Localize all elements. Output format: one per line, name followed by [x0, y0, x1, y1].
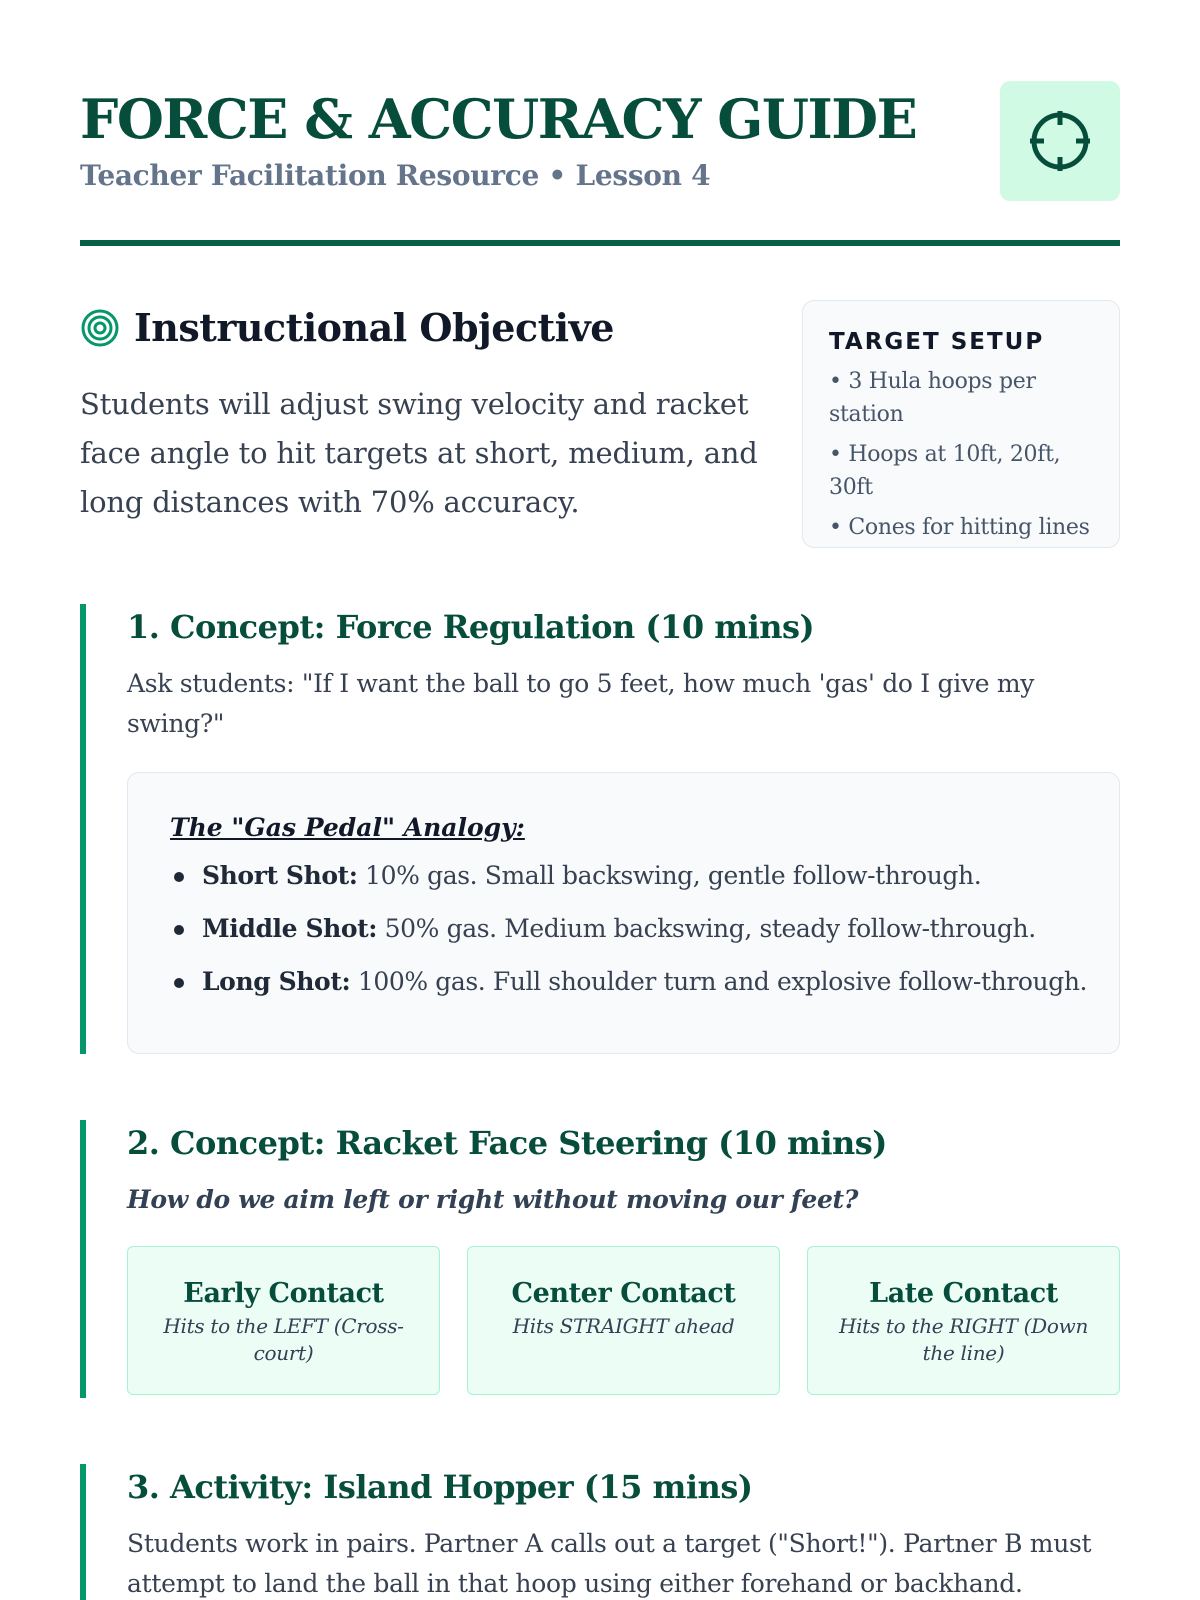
- bullet-text: 100% gas. Full shoulder turn and explosive follow-through.: [350, 967, 1088, 996]
- setup-item: • Cones for hitting lines: [829, 515, 1090, 540]
- target-setup-box: [802, 300, 1120, 548]
- bullet-icon: [174, 978, 184, 988]
- crosshair-icon: [1028, 109, 1092, 173]
- target-setup-heading: TARGET SETUP: [829, 329, 1045, 355]
- objective-title: Instructional Objective: [134, 305, 614, 350]
- card-title: Late Contact: [869, 1278, 1058, 1309]
- bullet-label: Long Shot:: [202, 967, 351, 996]
- card-early-contact: [127, 1246, 440, 1395]
- card-title: Center Contact: [511, 1278, 736, 1309]
- section-island-hopper: [80, 1464, 1120, 1600]
- bullet-label: Short Shot:: [202, 861, 358, 890]
- objective-text: Students will adjust swing velocity and racket face angle to hit targets at short, medium, and long distances with 70% accuracy.: [80, 387, 758, 519]
- crosshair-badge: [1000, 81, 1120, 201]
- bullet-label: Middle Shot:: [202, 914, 378, 943]
- target-icon: [80, 308, 120, 348]
- analogy-list: [170, 856, 1088, 1002]
- card-late-contact: [807, 1246, 1120, 1395]
- page-title: FORCE & ACCURACY GUIDE: [80, 87, 917, 151]
- section-lead: Ask students: "If I want the ball to go 5 feet, how much 'gas' do I give my swing?": [127, 669, 1035, 738]
- section-force-regulation: [80, 604, 1120, 1054]
- bullet-text: 50% gas. Medium backswing, steady follow-through.: [377, 914, 1036, 943]
- card-description: Hits to the RIGHT (Down the line): [838, 1314, 1089, 1365]
- page-subtitle: Teacher Facilitation Resource • Lesson 4: [80, 159, 711, 192]
- contact-cards: [127, 1246, 1120, 1395]
- setup-item: • 3 Hula hoops per station: [829, 369, 1036, 427]
- card-title: Early Contact: [183, 1278, 384, 1309]
- gas-pedal-analogy-box: [127, 772, 1120, 1054]
- setup-item: • Hoops at 10ft, 20ft, 30ft: [829, 442, 1061, 500]
- card-description: Hits STRAIGHT ahead: [512, 1314, 735, 1338]
- bullet-text: 10% gas. Small backswing, gentle follow-through.: [357, 861, 982, 890]
- card-center-contact: [467, 1246, 780, 1395]
- section-racket-face-steering: [80, 1120, 1120, 1398]
- header-divider: [80, 240, 1120, 246]
- section-lead: How do we aim left or right without moving our feet?: [127, 1185, 859, 1214]
- bullet-icon: [174, 872, 184, 882]
- card-description: Hits to the LEFT (Cross-court): [163, 1314, 404, 1365]
- bullet-icon: [174, 925, 184, 935]
- section-heading: 2. Concept: Racket Face Steering (10 mins): [127, 1124, 887, 1162]
- section-heading: 1. Concept: Force Regulation (10 mins): [127, 608, 815, 646]
- section-heading: 3. Activity: Island Hopper (15 mins): [127, 1468, 753, 1506]
- analogy-heading: The "Gas Pedal" Analogy:: [170, 813, 525, 842]
- list-item: [170, 909, 1079, 949]
- header: [80, 88, 1120, 248]
- list-item: [170, 856, 1079, 896]
- section-lead: Students work in pairs. Partner A calls out a target ("Short!"). Partner B must attempt to land the ball in that hoop using either forehand or backhand.: [127, 1529, 1092, 1598]
- objective-heading: [80, 304, 614, 352]
- list-item: [170, 962, 1088, 1002]
